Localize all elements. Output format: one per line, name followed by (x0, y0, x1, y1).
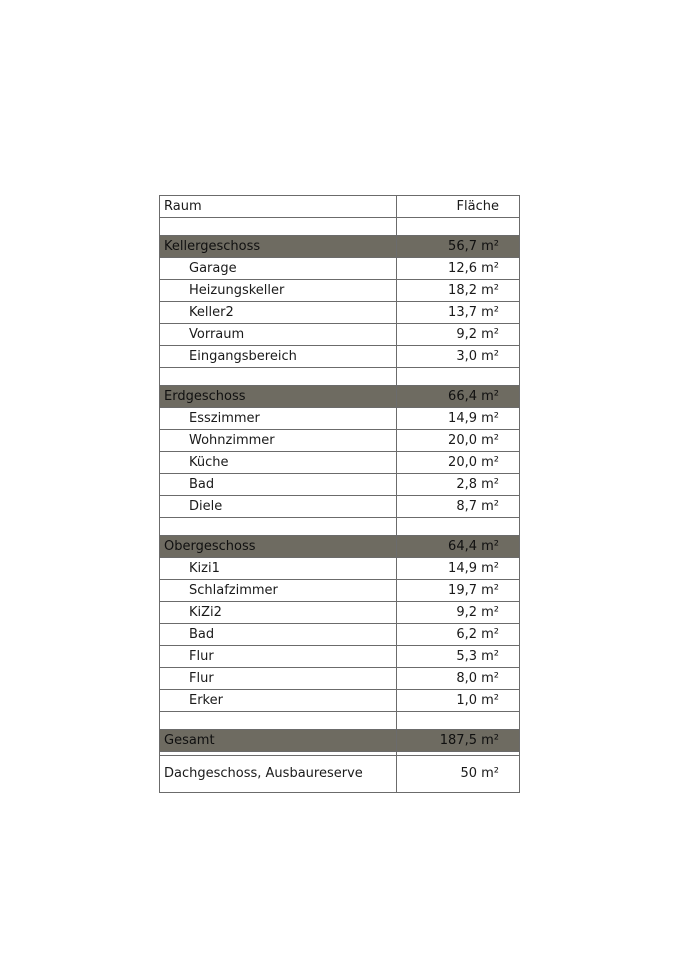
room-row (160, 602, 520, 624)
room-area: 5,3 m² (396, 646, 519, 668)
room-name: Kizi1 (160, 558, 397, 580)
area-table-body (160, 196, 520, 793)
room-area: 8,7 m² (396, 496, 519, 518)
room-row (160, 668, 520, 690)
room-row (160, 280, 520, 302)
room-name: Bad (160, 624, 397, 646)
room-name: Wohnzimmer (160, 430, 397, 452)
room-name: Erker (160, 690, 397, 712)
room-row (160, 474, 520, 496)
header-room: Raum (160, 196, 397, 218)
section-row-kellergeschoss (160, 236, 520, 258)
reserve-label: Dachgeschoss, Ausbaureserve (160, 756, 397, 793)
room-row (160, 496, 520, 518)
room-area: 8,0 m² (396, 668, 519, 690)
room-area: 6,2 m² (396, 624, 519, 646)
area-table (159, 195, 520, 793)
section-total: 64,4 m² (396, 536, 519, 558)
room-name: Vorraum (160, 324, 397, 346)
room-name: Diele (160, 496, 397, 518)
room-name: Garage (160, 258, 397, 280)
reserve-value: 50 m² (396, 756, 519, 793)
room-name: Keller2 (160, 302, 397, 324)
spacer-row (160, 518, 520, 536)
room-name: Flur (160, 646, 397, 668)
room-area: 20,0 m² (396, 430, 519, 452)
total-label: Gesamt (160, 730, 397, 752)
room-row (160, 558, 520, 580)
room-area: 18,2 m² (396, 280, 519, 302)
section-name: Kellergeschoss (160, 236, 397, 258)
section-total: 66,4 m² (396, 386, 519, 408)
room-row (160, 324, 520, 346)
room-area: 2,8 m² (396, 474, 519, 496)
total-row (160, 730, 520, 752)
header-area: Fläche (396, 196, 519, 218)
room-name: Bad (160, 474, 397, 496)
spacer-row (160, 218, 520, 236)
section-name: Obergeschoss (160, 536, 397, 558)
room-row (160, 646, 520, 668)
total-value: 187,5 m² (396, 730, 519, 752)
reserve-row (160, 756, 520, 793)
table-header-row (160, 196, 520, 218)
room-row (160, 452, 520, 474)
room-area: 1,0 m² (396, 690, 519, 712)
room-name: Esszimmer (160, 408, 397, 430)
section-name: Erdgeschoss (160, 386, 397, 408)
room-name: Schlafzimmer (160, 580, 397, 602)
room-name: Küche (160, 452, 397, 474)
room-area: 14,9 m² (396, 408, 519, 430)
room-area: 3,0 m² (396, 346, 519, 368)
room-area: 9,2 m² (396, 602, 519, 624)
room-row (160, 690, 520, 712)
room-row (160, 624, 520, 646)
room-area: 19,7 m² (396, 580, 519, 602)
room-area: 12,6 m² (396, 258, 519, 280)
room-area: 9,2 m² (396, 324, 519, 346)
room-name: Heizungskeller (160, 280, 397, 302)
room-row (160, 430, 520, 452)
room-row (160, 258, 520, 280)
room-name: KiZi2 (160, 602, 397, 624)
section-row-erdgeschoss (160, 386, 520, 408)
spacer-row (160, 368, 520, 386)
room-row (160, 346, 520, 368)
room-name: Flur (160, 668, 397, 690)
room-name: Eingangsbereich (160, 346, 397, 368)
room-area: 14,9 m² (396, 558, 519, 580)
section-row-obergeschoss (160, 536, 520, 558)
room-row (160, 580, 520, 602)
room-area: 13,7 m² (396, 302, 519, 324)
room-area: 20,0 m² (396, 452, 519, 474)
section-total: 56,7 m² (396, 236, 519, 258)
room-row (160, 408, 520, 430)
spacer-row (160, 712, 520, 730)
room-row (160, 302, 520, 324)
